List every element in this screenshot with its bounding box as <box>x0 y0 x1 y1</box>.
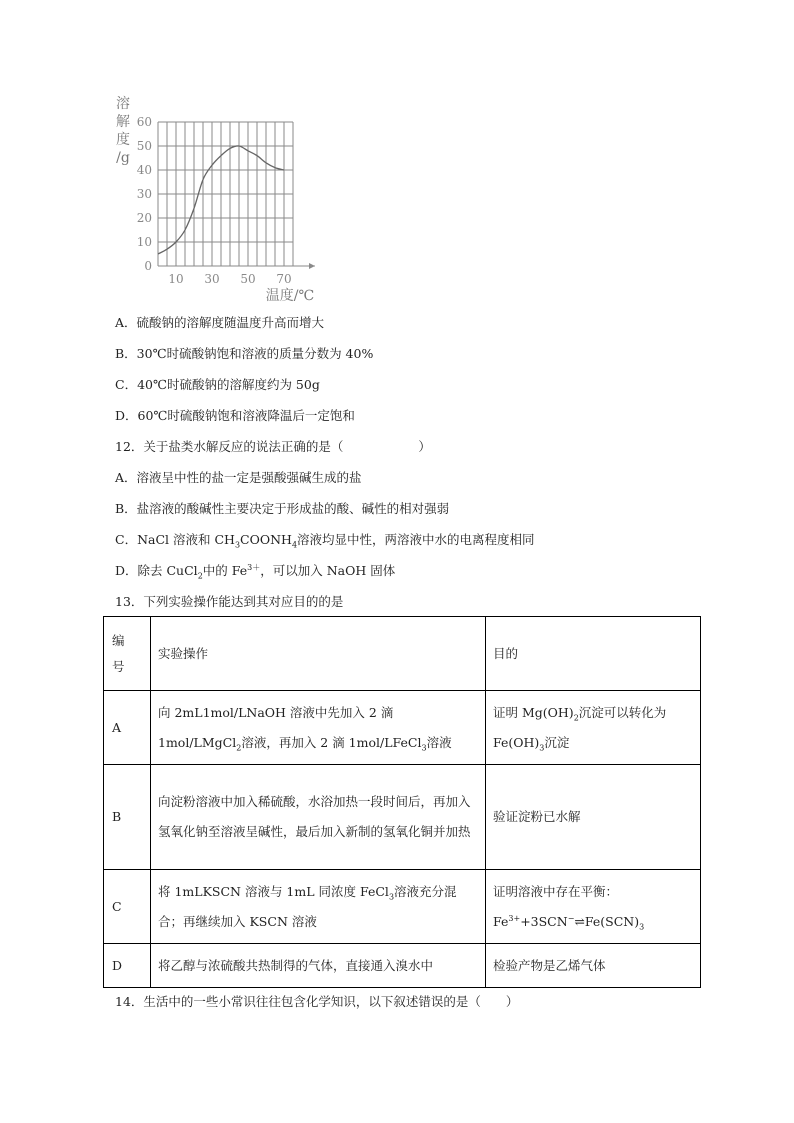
y-tick-label: 20 <box>136 211 152 225</box>
q12-c-text-2: COONH <box>240 532 292 547</box>
q12-d-text-3: ，可以加入 NaOH 固体 <box>260 563 396 578</box>
q12-d-sup: 3＋ <box>247 562 261 572</box>
x-tick-label: 70 <box>276 272 292 286</box>
row-d-id: D <box>104 944 151 988</box>
table-row <box>104 765 701 870</box>
y-tick-label: 60 <box>136 115 152 129</box>
y-axis-label: 度 <box>116 132 130 148</box>
q11-option-d: D．60℃时硫酸钠饱和溶液降温后一定饱和 <box>115 408 355 423</box>
experiment-table <box>103 616 701 988</box>
table-row <box>104 944 701 988</box>
y-tick-label: 30 <box>136 187 152 201</box>
row-c-goal: 证明溶液中存在平衡： $Fe^{3+}+3SCN^-\rightleftharpoons Fe(SCN)_3$ <box>486 870 701 944</box>
table-row <box>104 691 701 765</box>
y-tick-label: 0 <box>144 259 152 273</box>
q12-c-sub-1: 3 <box>234 540 241 550</box>
q11-option-c: C．40℃时硫酸钠的溶解度约为 50g <box>115 377 320 392</box>
q12-option-c <box>115 530 535 548</box>
row-b-operation: 向淀粉溶液中加入稀硫酸，水浴加热一段时间后，再加入氢氧化钠至溶液呈碱性，最后加入新制的氢氧化铜并加热 <box>151 765 486 870</box>
row-d-goal: 检验产物是乙烯气体 <box>486 944 701 988</box>
y-tick-label: 50 <box>136 139 152 153</box>
q14-stem: 14．生活中的一些小常识往往包含化学知识，以下叙述错误的是（ ） <box>115 994 519 1009</box>
solubility-chart <box>108 92 328 304</box>
row-c-operation: 将 1mLKSCN 溶液与 1mL 同浓度 FeCl$_3$溶液充分混合；再继续加入 KSCN 溶液 <box>151 870 486 944</box>
table-row <box>104 870 701 944</box>
row-a-id: A <box>104 691 151 765</box>
q12-stem: 12．关于盐类水解反应的说法正确的是（ ） <box>115 439 431 454</box>
q12-d-text-2: 中的 Fe <box>202 563 248 578</box>
q12-option-d <box>115 561 395 579</box>
x-tick-label: 10 <box>168 272 184 286</box>
y-axis-label: /g <box>116 150 130 166</box>
x-axis-label: 温度/℃ <box>265 288 315 304</box>
q13-stem: 13．下列实验操作能达到其对应目的的是 <box>115 594 344 609</box>
x-tick-label: 50 <box>240 272 256 286</box>
q12-d-sub: 2 <box>197 571 203 581</box>
y-tick-label: 10 <box>136 235 152 249</box>
q12-option-b: B．盐溶液的酸碱性主要决定于形成盐的酸、碱性的相对强弱 <box>115 501 450 516</box>
q11-option-b: B．30℃时硫酸钠饱和溶液的质量分数为 40% <box>115 346 374 361</box>
q12-c-text-1: C．NaCl 溶液和 CH <box>115 532 235 547</box>
q11-option-a: A．硫酸钠的溶解度随温度升高而增大 <box>115 315 325 330</box>
row-b-goal: 验证淀粉已水解 <box>486 765 701 870</box>
header-goal: 目的 <box>486 617 701 691</box>
q12-option-a: A．溶液呈中性的盐一定是强酸强碱生成的盐 <box>115 470 362 485</box>
header-id: 编号 <box>104 617 151 691</box>
row-c-id: C <box>104 870 151 944</box>
row-b-id: B <box>104 765 151 870</box>
q12-c-text-3: 溶液均显中性，两溶液中水的电离程度相同 <box>297 532 535 547</box>
header-operation: 实验操作 <box>151 617 486 691</box>
y-axis-label: 解 <box>116 114 130 130</box>
y-tick-label: 40 <box>136 163 152 177</box>
x-tick-label: 30 <box>204 272 220 286</box>
row-a-goal: 证明 $Mg(OH)_2$沉淀可以转化为 $Fe(OH)_3$沉淀 <box>486 691 701 765</box>
row-d-operation: 将乙醇与浓硫酸共热制得的气体，直接通入溴水中 <box>151 944 486 988</box>
table-header-row <box>104 617 701 691</box>
q12-c-sub-2: 4 <box>291 540 298 550</box>
q12-d-text-1: D．除去 CuCl <box>115 563 198 578</box>
row-a-operation: 向 2mL1mol/LNaOH 溶液中先加入 2 滴 1mol/LMgCl$_2$溶液，再加入 2 滴 1mol/LFeCl$_3$溶液 <box>151 691 486 765</box>
y-axis-label: 溶 <box>116 96 130 112</box>
x-axis-arrow <box>309 263 315 269</box>
